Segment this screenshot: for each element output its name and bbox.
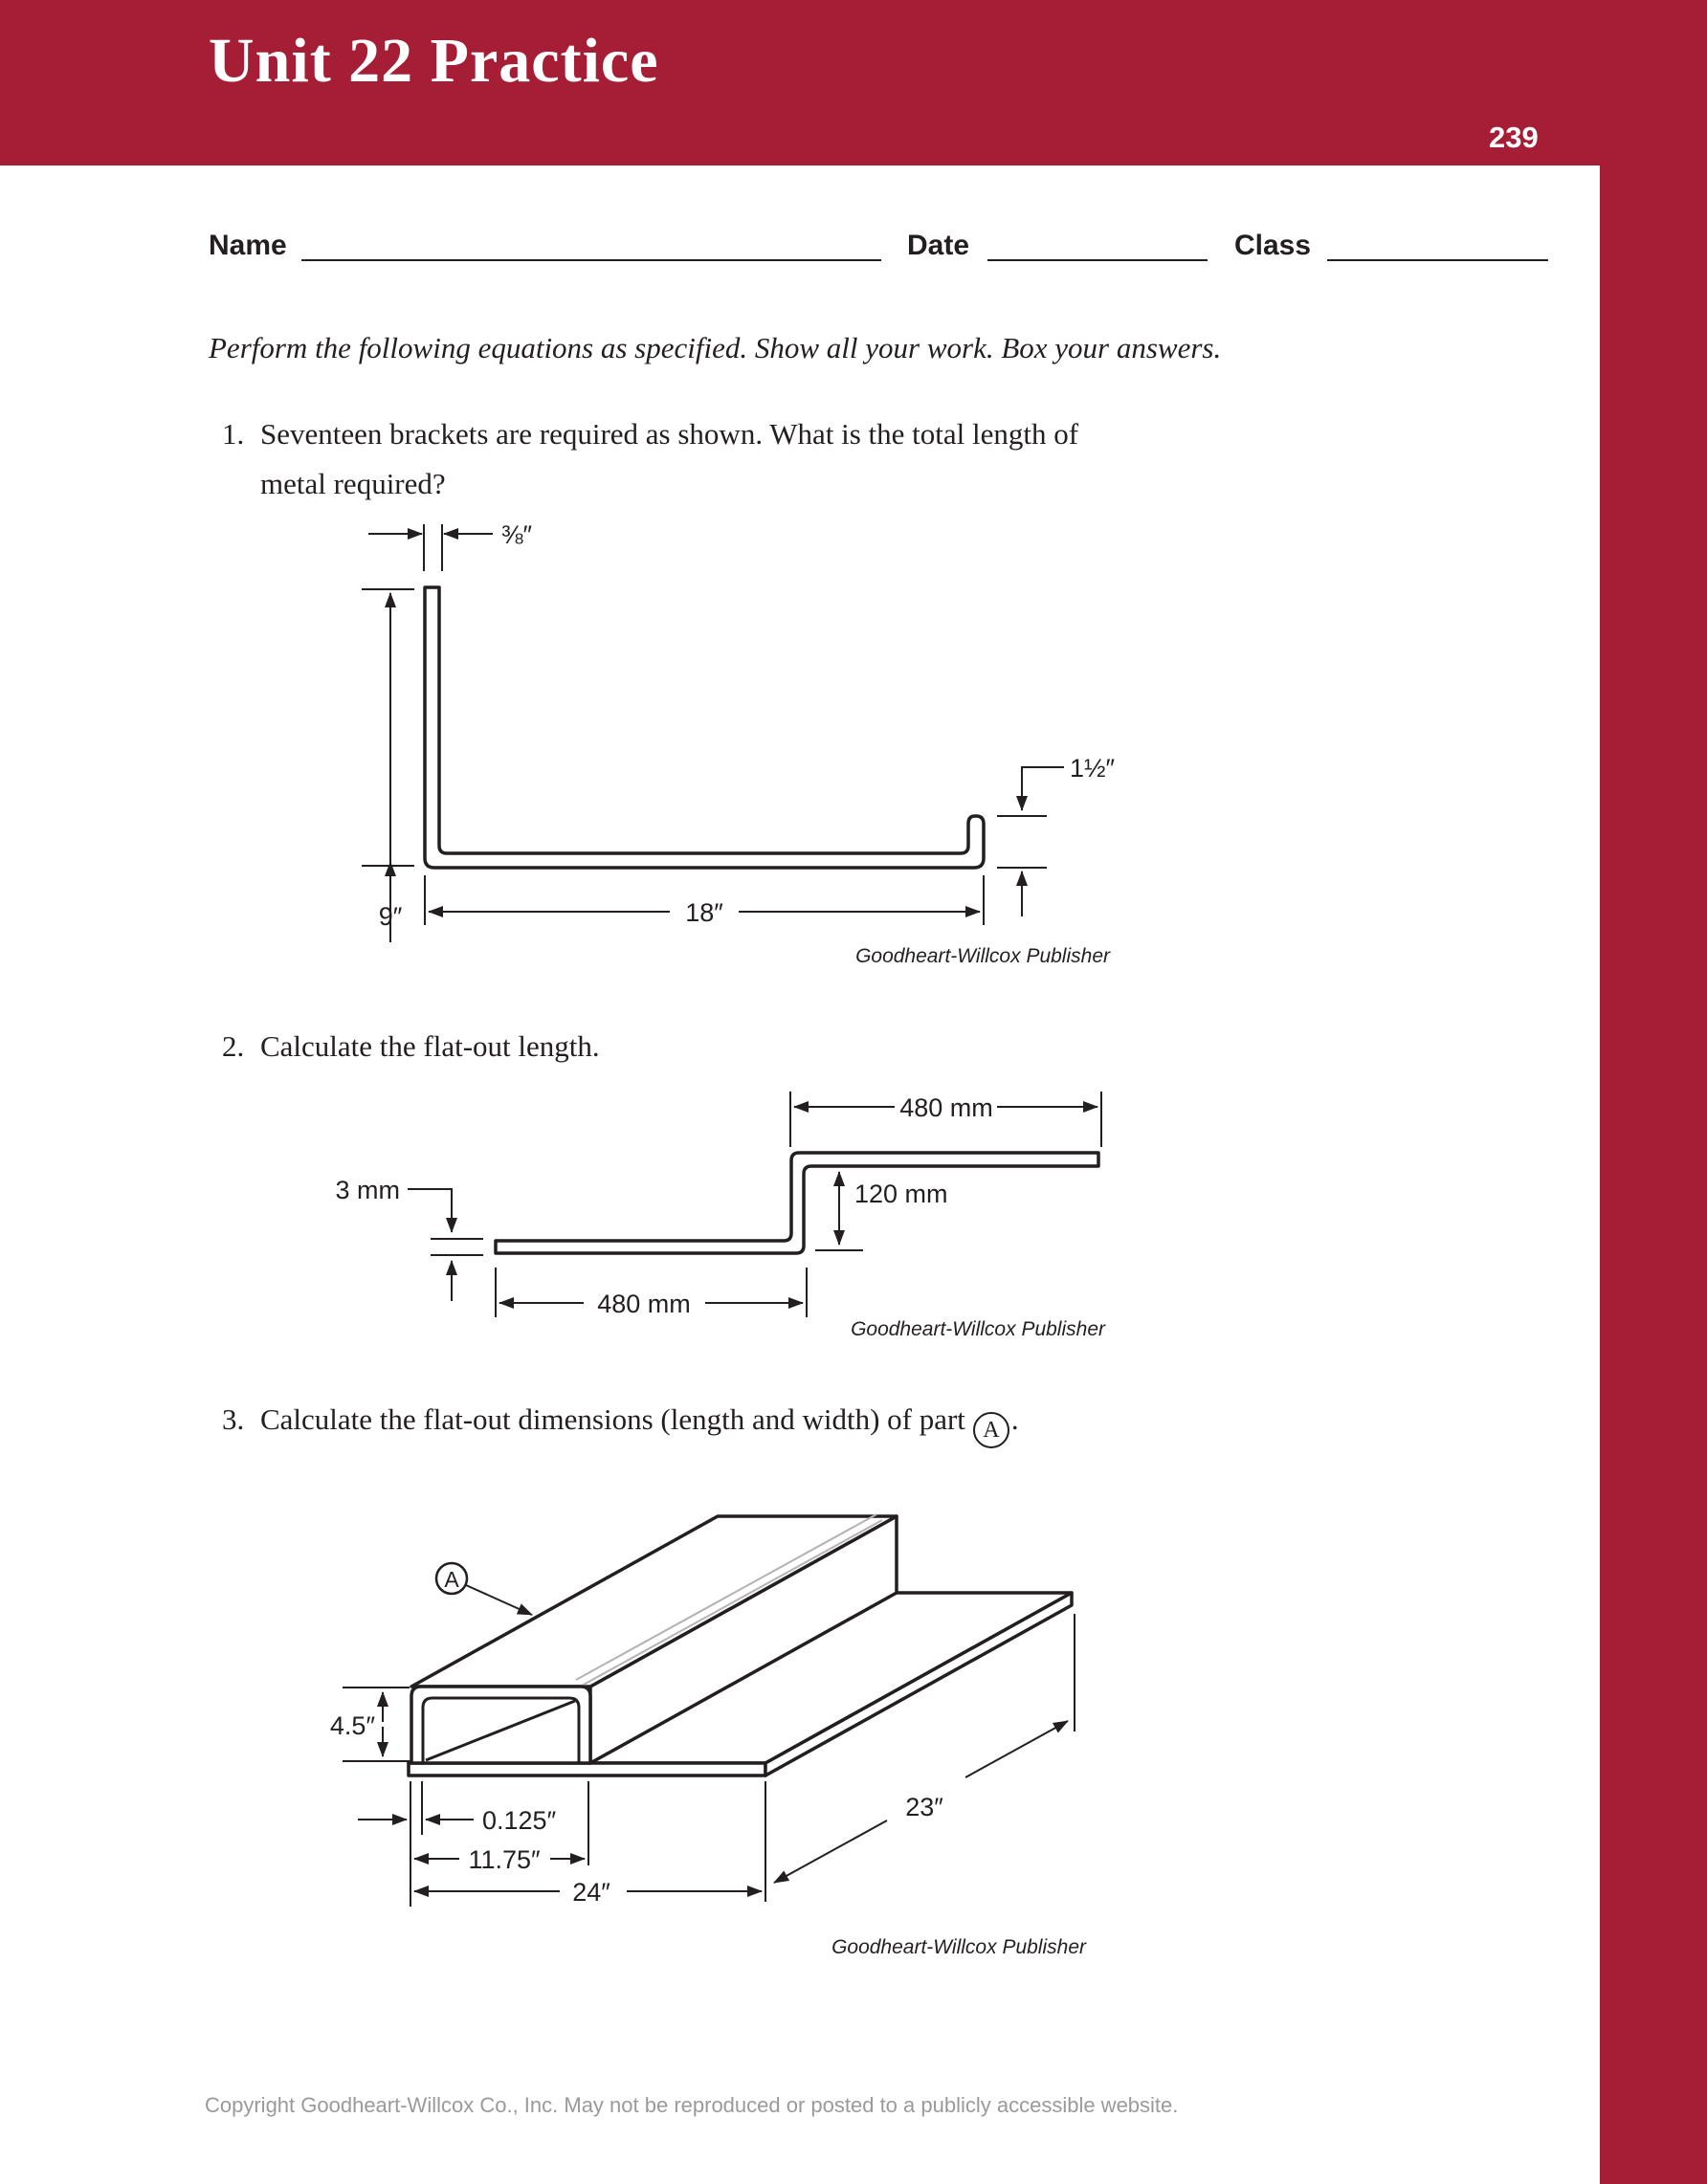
leader: [1022, 767, 1064, 810]
dim-length-label: 24″: [572, 1878, 610, 1907]
part-a-inline-balloon: A: [973, 1412, 1009, 1448]
date-label: Date: [907, 230, 970, 261]
dim-top-label: ⅜″: [501, 520, 533, 549]
dim-top-label: 480 mm: [899, 1093, 993, 1122]
question-2-number: 2.: [222, 1029, 245, 1063]
dim-height-label: 120 mm: [854, 1180, 948, 1208]
question-3-number: 3.: [222, 1402, 245, 1436]
dim-line: [965, 1721, 1068, 1777]
name-input-line[interactable]: [301, 230, 881, 261]
class-label: Class: [1234, 230, 1312, 261]
offset-profile: [496, 1153, 1098, 1253]
question-2-text: Calculate the flat-out length.: [260, 1029, 600, 1063]
balloon-a-label: A: [444, 1567, 459, 1592]
dim-height-label: 4.5″: [329, 1711, 375, 1740]
dim-bottom-label: 18″: [685, 898, 723, 927]
question-1-line-1: Seventeen brackets are required as shown. What is the total length of: [260, 417, 1079, 451]
question-1-number: 1.: [222, 417, 245, 451]
figure-3-isometric-drawing: [316, 1492, 1091, 1913]
dim-left-label: 9″: [378, 902, 403, 931]
dim-bottom-label: 480 mm: [597, 1290, 691, 1318]
figure-3-attribution: Goodheart-Willcox Publisher: [831, 1936, 1086, 1958]
bracket-profile: [425, 587, 984, 868]
question-1: [222, 409, 1078, 509]
dim-line: [774, 1820, 887, 1883]
dim-depth-label: 23″: [905, 1793, 943, 1821]
question-1-line-2: metal required?: [260, 467, 446, 500]
page-title: Unit 22 Practice: [209, 26, 659, 96]
dim-right-label: 1½″: [1070, 754, 1116, 783]
balloon-leader: [466, 1585, 532, 1615]
name-label: Name: [209, 230, 287, 261]
right-border-band: [1600, 0, 1707, 2184]
question-3-text: [260, 1395, 1019, 1448]
question-3-text-before: Calculate the flat-out dimensions (length and width) of part: [260, 1402, 965, 1436]
question-2: [222, 1022, 600, 1071]
question-3: [222, 1395, 1019, 1448]
figure-1-bracket-drawing: [340, 512, 1134, 942]
figure-2-offset-drawing: [316, 1076, 1129, 1320]
dim-thickness-label: 0.125″: [482, 1806, 557, 1835]
figure-2-attribution: Goodheart-Willcox Publisher: [851, 1318, 1105, 1340]
question-3-text-after: .: [1010, 1402, 1019, 1436]
instructions-text: Perform the following equations as specified. Show all your work. Box your answers.: [209, 331, 1222, 364]
page-number: 239: [1489, 121, 1539, 154]
copyright-footer: Copyright Goodheart-Willcox Co., Inc. May not be reproduced or posted to a publicly accessible website.: [205, 2093, 1179, 2117]
leader: [408, 1189, 452, 1232]
figure-1-attribution: Goodheart-Willcox Publisher: [855, 945, 1110, 967]
dim-width-label: 11.75″: [468, 1845, 541, 1874]
question-1-text: [260, 409, 1078, 509]
class-input-line[interactable]: [1327, 230, 1548, 261]
base-plate-front-edge: [409, 1763, 765, 1776]
date-input-line[interactable]: [987, 230, 1208, 261]
dim-thickness-label: 3 mm: [335, 1176, 400, 1204]
